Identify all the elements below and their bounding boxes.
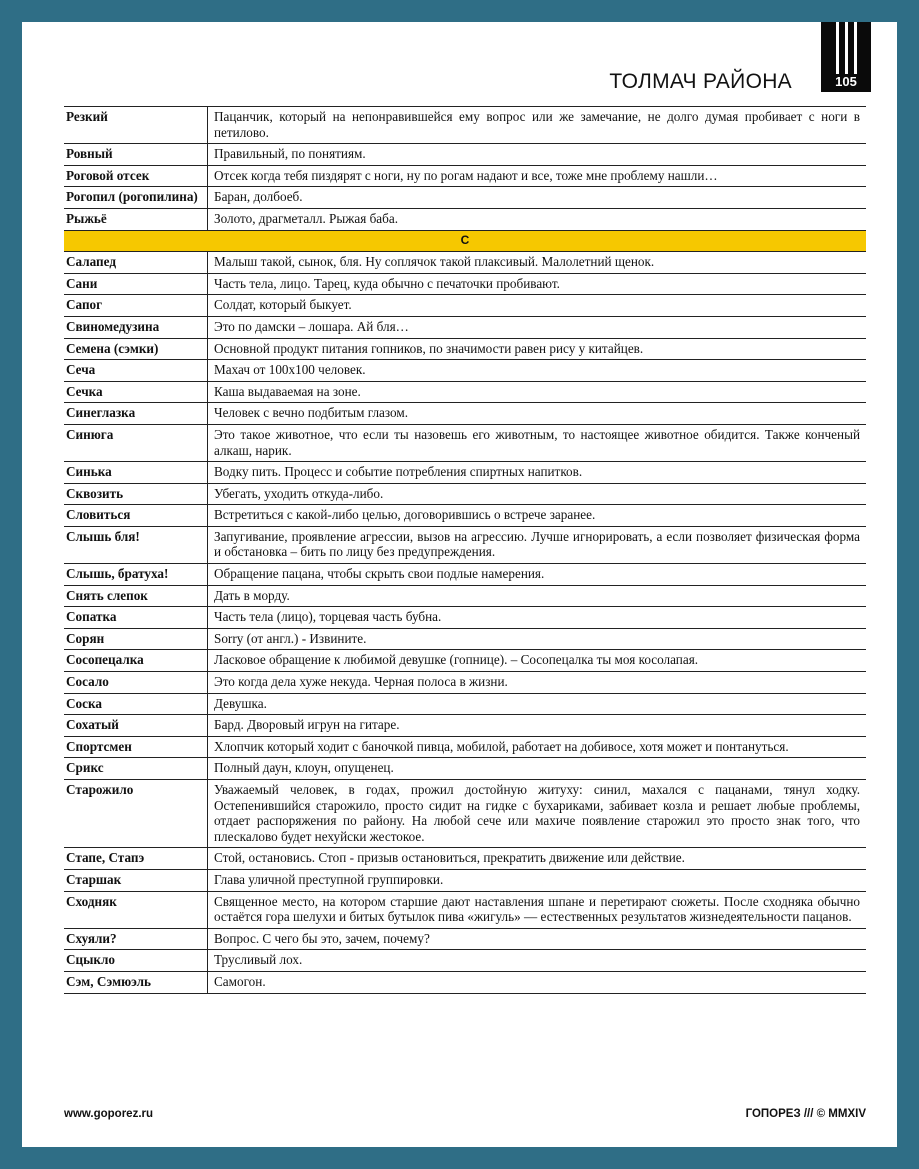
definition-cell: Это такое животное, что если ты назовешь его животным, то настоящее животное обидится. Также конченый алкаш, нарик. xyxy=(208,424,867,461)
term-cell: Срикс xyxy=(64,758,208,780)
table-row xyxy=(64,628,866,650)
definition-cell: Баран, долбоеб. xyxy=(208,187,867,209)
term-cell: Слышь, братуха! xyxy=(64,564,208,586)
table-row xyxy=(64,165,866,187)
glossary-top-rows xyxy=(64,107,866,231)
term-cell: Синюга xyxy=(64,424,208,461)
definition-cell: Запугивание, проявление агрессии, вызов на агрессию. Лучше игнорировать, а если позволяет физическая форма и обстановка – бить по лицу без предупреждения. xyxy=(208,526,867,563)
glossary-table xyxy=(64,106,866,994)
definition-cell: Самогон. xyxy=(208,971,867,993)
definition-cell: Стой, остановись. Стоп - призыв остановиться, прекратить движение или действие. xyxy=(208,848,867,870)
definition-cell: Священное место, на котором старшие дают наставления шпане и перетирают сюжеты. После сходняка обычно остаётся гора шелухи и битых бутылок пива «жигуль» — естественных результатов жизнедеятельности пацанов. xyxy=(208,891,867,928)
definition-cell: Человек с вечно подбитым глазом. xyxy=(208,403,867,425)
definition-cell: Обращение пацана, чтобы скрыть свои подлые намерения. xyxy=(208,564,867,586)
definition-cell: Ласковое обращение к любимой девушке (гопнице). – Сосопецалка ты моя косолапая. xyxy=(208,650,867,672)
table-row xyxy=(64,381,866,403)
table-row xyxy=(64,715,866,737)
table-row xyxy=(64,928,866,950)
definition-cell: Sorry (от англ.) - Извините. xyxy=(208,628,867,650)
definition-cell: Дать в морду. xyxy=(208,585,867,607)
table-row xyxy=(64,607,866,629)
definition-cell: Часть тела (лицо), торцевая часть бубна. xyxy=(208,607,867,629)
table-row xyxy=(64,780,866,848)
definition-cell: Это когда дела хуже некуда. Черная полоса в жизни. xyxy=(208,672,867,694)
term-cell: Свиномедузина xyxy=(64,316,208,338)
term-cell: Спортсмен xyxy=(64,736,208,758)
page-number: 105 xyxy=(835,74,857,89)
term-cell: Словиться xyxy=(64,505,208,527)
table-row xyxy=(64,564,866,586)
term-cell: Сэм, Сэмюэль xyxy=(64,971,208,993)
table-row xyxy=(64,950,866,972)
term-cell: Роговой отсек xyxy=(64,165,208,187)
table-row xyxy=(64,208,866,230)
term-cell: Семена (сэмки) xyxy=(64,338,208,360)
table-row xyxy=(64,650,866,672)
section-row xyxy=(64,230,866,252)
footer-website: www.goporez.ru xyxy=(64,1108,154,1120)
term-cell: Сохатый xyxy=(64,715,208,737)
term-cell: Рогопил (рогопилина) xyxy=(64,187,208,209)
definition-cell: Водку пить. Процесс и событие потребления спиртных напитков. xyxy=(208,462,867,484)
definition-cell: Золото, драгметалл. Рыжая баба. xyxy=(208,208,867,230)
term-cell: Снять слепок xyxy=(64,585,208,607)
definition-cell: Убегать, уходить откуда-либо. xyxy=(208,483,867,505)
table-row xyxy=(64,869,866,891)
table-row xyxy=(64,252,866,274)
table-row xyxy=(64,758,866,780)
table-row xyxy=(64,526,866,563)
term-cell: Слышь бля! xyxy=(64,526,208,563)
definition-cell: Каша выдаваемая на зоне. xyxy=(208,381,867,403)
term-cell: Сопатка xyxy=(64,607,208,629)
table-row xyxy=(64,971,866,993)
term-cell: Сорян xyxy=(64,628,208,650)
table-row xyxy=(64,736,866,758)
glossary-rows xyxy=(64,252,866,993)
term-cell: Сечка xyxy=(64,381,208,403)
tab-stripes xyxy=(821,22,871,74)
definition-cell: Пацанчик, который на непонравившейся ему вопрос или же замечание, не долго думая пробивает с ноги в петилово. xyxy=(208,107,867,144)
definition-cell: Глава уличной преступной группировки. xyxy=(208,869,867,891)
definition-cell: Бард. Дворовый игрун на гитаре. xyxy=(208,715,867,737)
page-title: ТОЛМАЧ РАЙОНА xyxy=(609,70,792,93)
table-row xyxy=(64,585,866,607)
table-row xyxy=(64,403,866,425)
table-row xyxy=(64,462,866,484)
definition-cell: Часть тела, лицо. Тарец, куда обычно с печаточки пробивают. xyxy=(208,273,867,295)
definition-cell: Полный даун, клоун, опущенец. xyxy=(208,758,867,780)
page-tab xyxy=(821,22,871,92)
definition-cell: Основной продукт питания гопников, по значимости равен рису у китайцев. xyxy=(208,338,867,360)
table-row xyxy=(64,316,866,338)
term-cell: Синька xyxy=(64,462,208,484)
term-cell: Сосопецалка xyxy=(64,650,208,672)
term-cell: Резкий xyxy=(64,107,208,144)
table-row xyxy=(64,505,866,527)
table-row xyxy=(64,295,866,317)
term-cell: Сходняк xyxy=(64,891,208,928)
definition-cell: Хлопчик который ходит с баночкой пивца, мобилой, работает на добивосе, хотя может и понтануться. xyxy=(208,736,867,758)
table-row xyxy=(64,672,866,694)
definition-cell: Правильный, по понятиям. xyxy=(208,144,867,166)
definition-cell: Солдат, который быкует. xyxy=(208,295,867,317)
table-row xyxy=(64,187,866,209)
term-cell: Схуяли? xyxy=(64,928,208,950)
page xyxy=(22,22,897,1147)
definition-cell: Отсек когда тебя пиздярят с ноги, ну по рогам надают и все, тоже мне проблему нашли… xyxy=(208,165,867,187)
term-cell: Старожило xyxy=(64,780,208,848)
table-row xyxy=(64,144,866,166)
table-row xyxy=(64,360,866,382)
definition-cell: Махач от 100х100 человек. xyxy=(208,360,867,382)
table-row xyxy=(64,848,866,870)
table-row xyxy=(64,338,866,360)
definition-cell: Встретиться с какой-либо целью, договорившись о встрече заранее. xyxy=(208,505,867,527)
section-header xyxy=(64,230,866,252)
term-cell: Сеча xyxy=(64,360,208,382)
table-row xyxy=(64,273,866,295)
term-cell: Рыжьё xyxy=(64,208,208,230)
table-row xyxy=(64,424,866,461)
term-cell: Синеглазка xyxy=(64,403,208,425)
term-cell: Сосало xyxy=(64,672,208,694)
definition-cell: Девушка. xyxy=(208,693,867,715)
term-cell: Салапед xyxy=(64,252,208,274)
term-cell: Соска xyxy=(64,693,208,715)
term-cell: Стапе, Стапэ xyxy=(64,848,208,870)
definition-cell: Вопрос. С чего бы это, зачем, почему? xyxy=(208,928,867,950)
term-cell: Сани xyxy=(64,273,208,295)
section-letter: С xyxy=(64,230,866,252)
definition-cell: Уважаемый человек, в годах, прожил достойную житуху: синил, махался с пацанами, тянул ходку. Остепенившийся старожило, просто сидит на гидке с бухариками, забивает козла и решает любые проблемы, отдает распоряжения по району. На любой сече или махиче появление старожил это просто знак того, что плескалово будет нехуйски жестокое. xyxy=(208,780,867,848)
term-cell: Сцыкло xyxy=(64,950,208,972)
table-row xyxy=(64,107,866,144)
term-cell: Сапог xyxy=(64,295,208,317)
definition-cell: Это по дамски – лошара. Ай бля… xyxy=(208,316,867,338)
definition-cell: Трусливый лох. xyxy=(208,950,867,972)
footer-copyright: ГОПОРЕЗ /// © MMXIV xyxy=(745,1108,866,1120)
term-cell: Ровный xyxy=(64,144,208,166)
definition-cell: Малыш такой, сынок, бля. Ну соплячок такой плаксивый. Малолетний щенок. xyxy=(208,252,867,274)
table-row xyxy=(64,891,866,928)
term-cell: Сквозить xyxy=(64,483,208,505)
table-row xyxy=(64,693,866,715)
table-row xyxy=(64,483,866,505)
term-cell: Старшак xyxy=(64,869,208,891)
